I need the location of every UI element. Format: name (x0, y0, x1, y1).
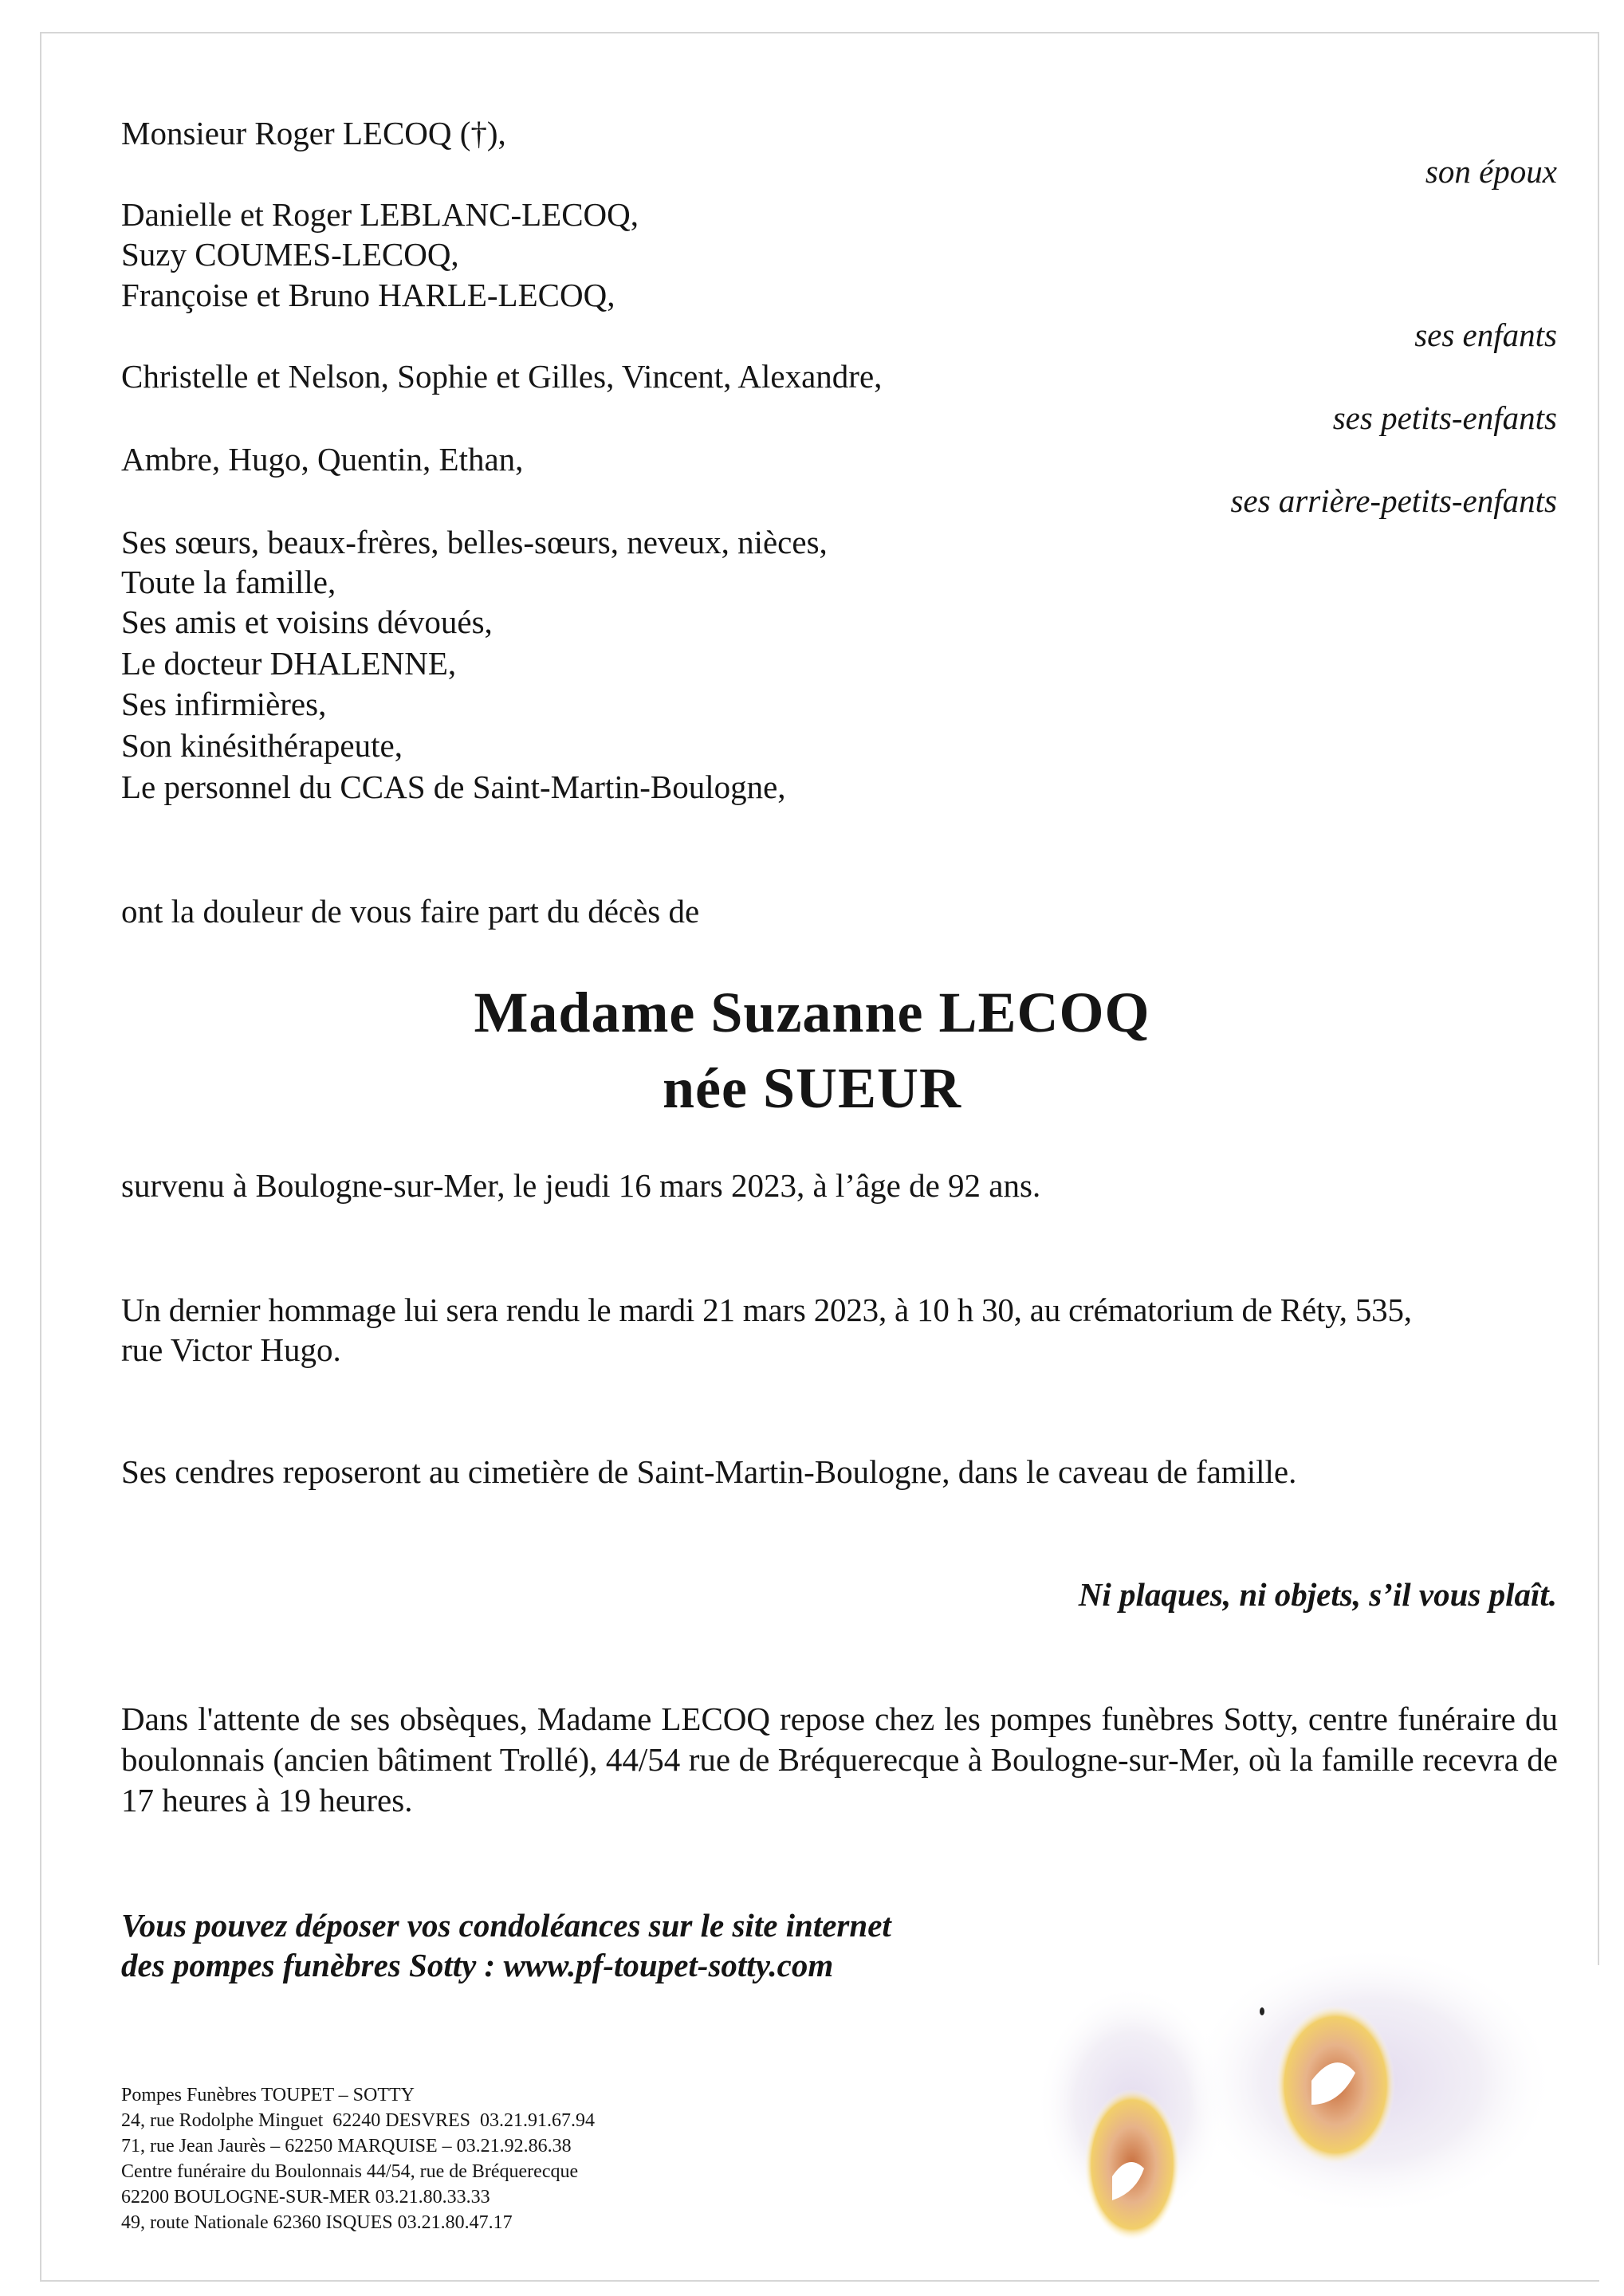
footer-line: 49, route Nationale 62360 ISQUES 03.21.80.47.17 (121, 2212, 513, 2233)
footer-line: Pompes Funèbres TOUPET – SOTTY (121, 2085, 415, 2105)
other-mourner: Ses sœurs, beaux-frères, belles-sœurs, neveux, nièces, (121, 524, 828, 560)
other-mourner: Son kinésithérapeute, (121, 727, 403, 764)
footer-line: 24, rue Rodolphe Minguet 62240 DESVRES 03.21.91.67.94 (121, 2110, 595, 2131)
no-flowers-note: Ni plaques, ni objets, s’il vous plaît. (1078, 1576, 1557, 1613)
children-role: ses enfants (1414, 316, 1557, 353)
condolences-line: des pompes funèbres Sotty : www.pf-toupet-sotty.com (121, 1947, 834, 1983)
husband: Monsieur Roger LECOQ (†), (121, 115, 506, 151)
other-mourner: Le personnel du CCAS de Saint-Martin-Boulogne, (121, 769, 786, 805)
footer-line: 62200 BOULOGNE-SUR-MER 03.21.80.33.33 (121, 2187, 490, 2208)
page-border-top (40, 32, 1599, 33)
great-grandchildren: Ambre, Hugo, Quentin, Ethan, (121, 441, 524, 478)
orchid-image (1036, 1953, 1595, 2272)
grandchildren-role: ses petits-enfants (1332, 399, 1557, 436)
other-mourner: Ses amis et voisins dévoués, (121, 603, 493, 640)
footer-line: Centre funéraire du Boulonnais 44/54, rue de Bréquerecque (121, 2161, 579, 2182)
child: Danielle et Roger LEBLANC-LECOQ, (121, 196, 639, 233)
visitation: Dans l'attente de ses obsèques, Madame LECOQ repose chez les pompes funèbres Sotty, centre funéraire du boulonnais (ancien bâtiment Trollé), 44/54 rue de Bréquerecque à Boulogne-sur-Mer, où la famille recevra de 17 heures à 19 heures. (121, 1700, 1558, 1818)
ceremony-line: Un dernier hommage lui sera rendu le mardi 21 mars 2023, à 10 h 30, au crématorium de Réty, 535, (121, 1292, 1412, 1328)
ceremony-line: rue Victor Hugo. (121, 1331, 341, 1368)
grandchildren: Christelle et Nelson, Sophie et Gilles, Vincent, Alexandre, (121, 358, 883, 395)
funeral-home-footer (121, 2082, 595, 2235)
page-border-bottom (40, 2280, 1599, 2282)
announcement: ont la douleur de vous faire part du décès de (121, 893, 700, 930)
condolences-line: Vous pouvez déposer vos condoléances sur le site internet (121, 1907, 891, 1944)
great-grandchildren-role: ses arrière-petits-enfants (1230, 482, 1557, 519)
deceased-maiden-name: née SUEUR (662, 1056, 961, 1120)
deceased-name: Madame Suzanne LECOQ (474, 981, 1150, 1044)
footer-line: 71, rue Jean Jaurès – 62250 MARQUISE – 03.21.92.86.38 (121, 2136, 572, 2156)
other-mourner: Le docteur DHALENNE, (121, 645, 457, 682)
other-mourner: Ses infirmières, (121, 686, 327, 722)
death-details: survenu à Boulogne-sur-Mer, le jeudi 16 mars 2023, à l’âge de 92 ans. (121, 1167, 1041, 1204)
ashes: Ses cendres reposeront au cimetière de Saint-Martin-Boulogne, dans le caveau de famille. (121, 1453, 1297, 1490)
child: Françoise et Bruno HARLE-LECOQ, (121, 277, 615, 313)
page-border-left (40, 32, 41, 2282)
child: Suzy COUMES-LECOQ, (121, 236, 459, 273)
husband-role: son époux (1425, 153, 1557, 190)
other-mourner: Toute la famille, (121, 564, 336, 600)
